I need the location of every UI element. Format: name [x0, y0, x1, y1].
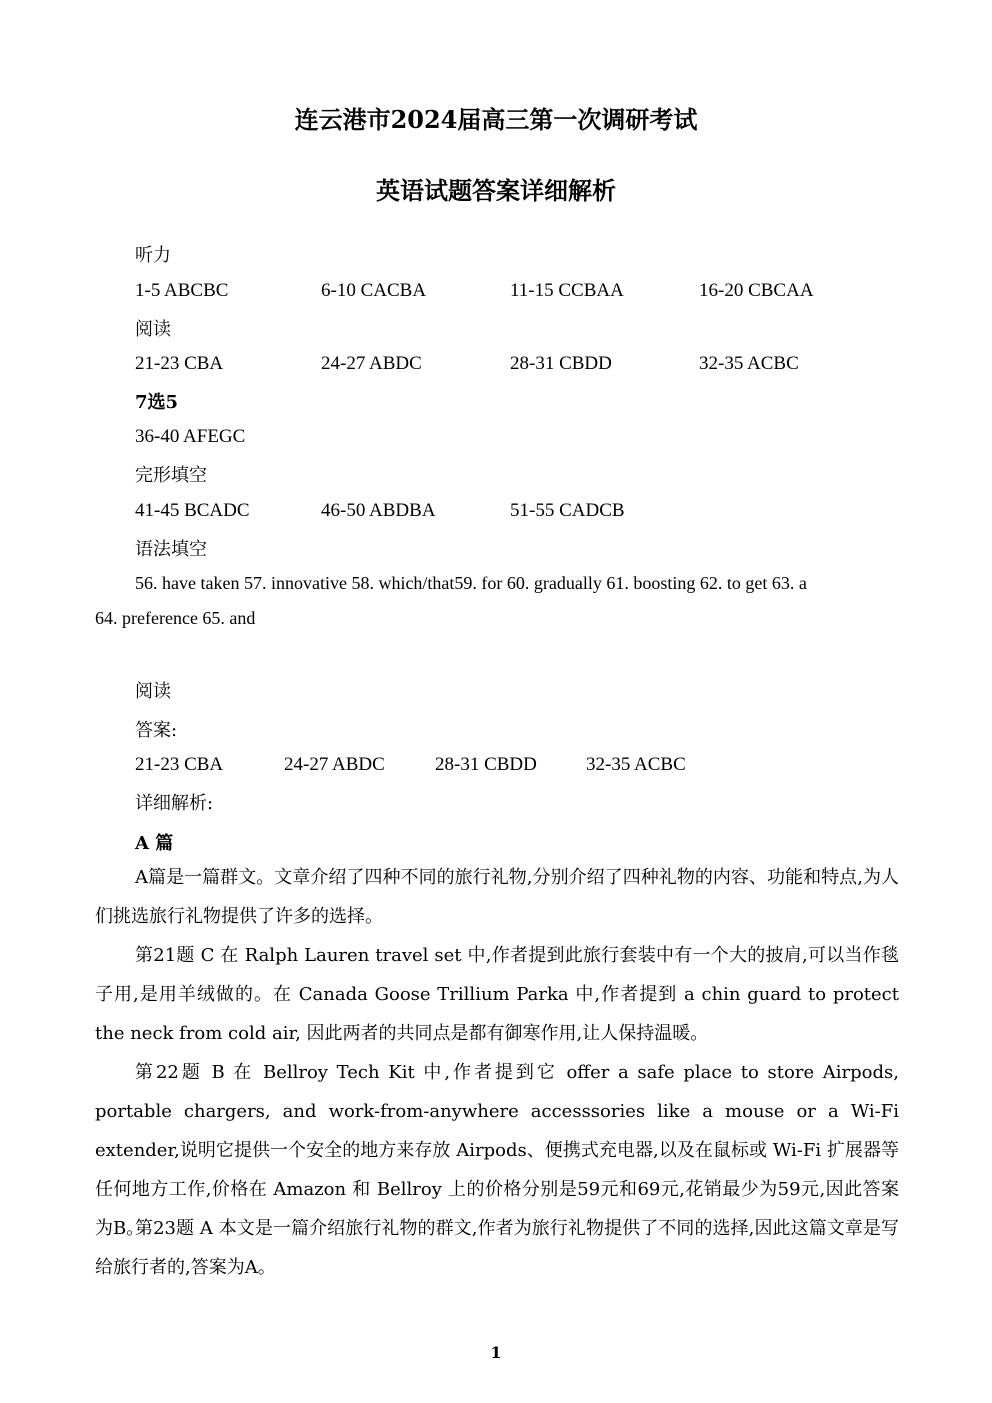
- section-heading-reading: 阅读: [135, 319, 171, 340]
- document-title: 连云港市2024届高三第一次调研考试: [294, 105, 698, 134]
- answer-group: 28-31 CBDD: [510, 353, 612, 374]
- section-heading-grammar: 语法填空: [135, 539, 207, 560]
- answer-group: 11-15 CCBAA: [510, 280, 624, 301]
- answer-group: 24-27 ABDC: [284, 754, 385, 775]
- answer-group: 32-35 ACBC: [586, 754, 686, 775]
- answer-group: 21-23 CBA: [135, 353, 224, 374]
- answer-label: 答案:: [135, 720, 178, 741]
- paragraph-question-23: 第23题 A 本文是一篇介绍旅行礼物的群文,作者为旅行礼物提供了不同的选择,因此这篇文章是写给旅行者的,答案为A。: [95, 1218, 899, 1278]
- answer-group: 1-5 ABCBC: [135, 280, 229, 301]
- document-subtitle: 英语试题答案详细解析: [376, 176, 616, 205]
- paragraph-passage-a-intro: A篇是一篇群文。文章介绍了四种不同的旅行礼物,分别介绍了四种礼物的内容、功能和特点,为人们挑选旅行礼物提供了许多的选择。: [95, 867, 899, 927]
- grammar-answers-line: 64. preference 65. and: [95, 608, 256, 628]
- section-heading-cloze: 完形填空: [135, 465, 207, 486]
- answer-group: 46-50 ABDBA: [321, 500, 436, 521]
- answer-group: 28-31 CBDD: [435, 754, 537, 775]
- answer-group: 21-23 CBA: [135, 754, 224, 775]
- answer-group: 51-55 CADCB: [510, 500, 625, 521]
- answer-group: 36-40 AFEGC: [135, 426, 246, 447]
- section-heading-listening: 听力: [135, 245, 171, 266]
- answer-group: 24-27 ABDC: [321, 353, 422, 374]
- page-number: 1: [490, 1343, 502, 1362]
- paragraph-question-21: 第21题 C 在 Ralph Lauren travel set 中,作者提到此旅行套装中有一个大的披肩,可以当作毯子用,是用羊绒做的。在 Canada Goose Trillium Parka 中,作者提到 a chin guard to protect the neck from cold air, 因此两者的共同点是都有御寒作用,让人保持温暖。: [95, 945, 899, 1044]
- answer-group: 6-10 CACBA: [321, 280, 427, 301]
- passage-label: A 篇: [135, 833, 174, 854]
- grammar-answers-line: 56. have taken 57. innovative 58. which/that59. for 60. gradually 61. boosting 62. to get 63. a: [135, 573, 807, 593]
- answer-group: 16-20 CBCAA: [699, 280, 814, 301]
- section-heading-7x5: 7选5: [135, 392, 179, 413]
- detail-label: 详细解析:: [135, 793, 214, 814]
- paragraph-question-22: 第22题 B 在 Bellroy Tech Kit 中,作者提到它 offer a safe place to store Airpods, portable chargers, and work-from-anywhere accesssories like a mouse or a Wi-Fi extender,说明它提供一个安全的地方来存放 Airpods、便携式充电器,以及在鼠标或 Wi-Fi 扩展器等任何地方工作,价格在 Amazon 和 Bellroy 上的价格分别是59元和69元,花销最少为59元,因此答案为B。: [95, 1062, 899, 1239]
- answer-group: 41-45 BCADC: [135, 500, 250, 521]
- answer-group: 32-35 ACBC: [699, 353, 799, 374]
- section-heading-reading-detail: 阅读: [135, 681, 171, 702]
